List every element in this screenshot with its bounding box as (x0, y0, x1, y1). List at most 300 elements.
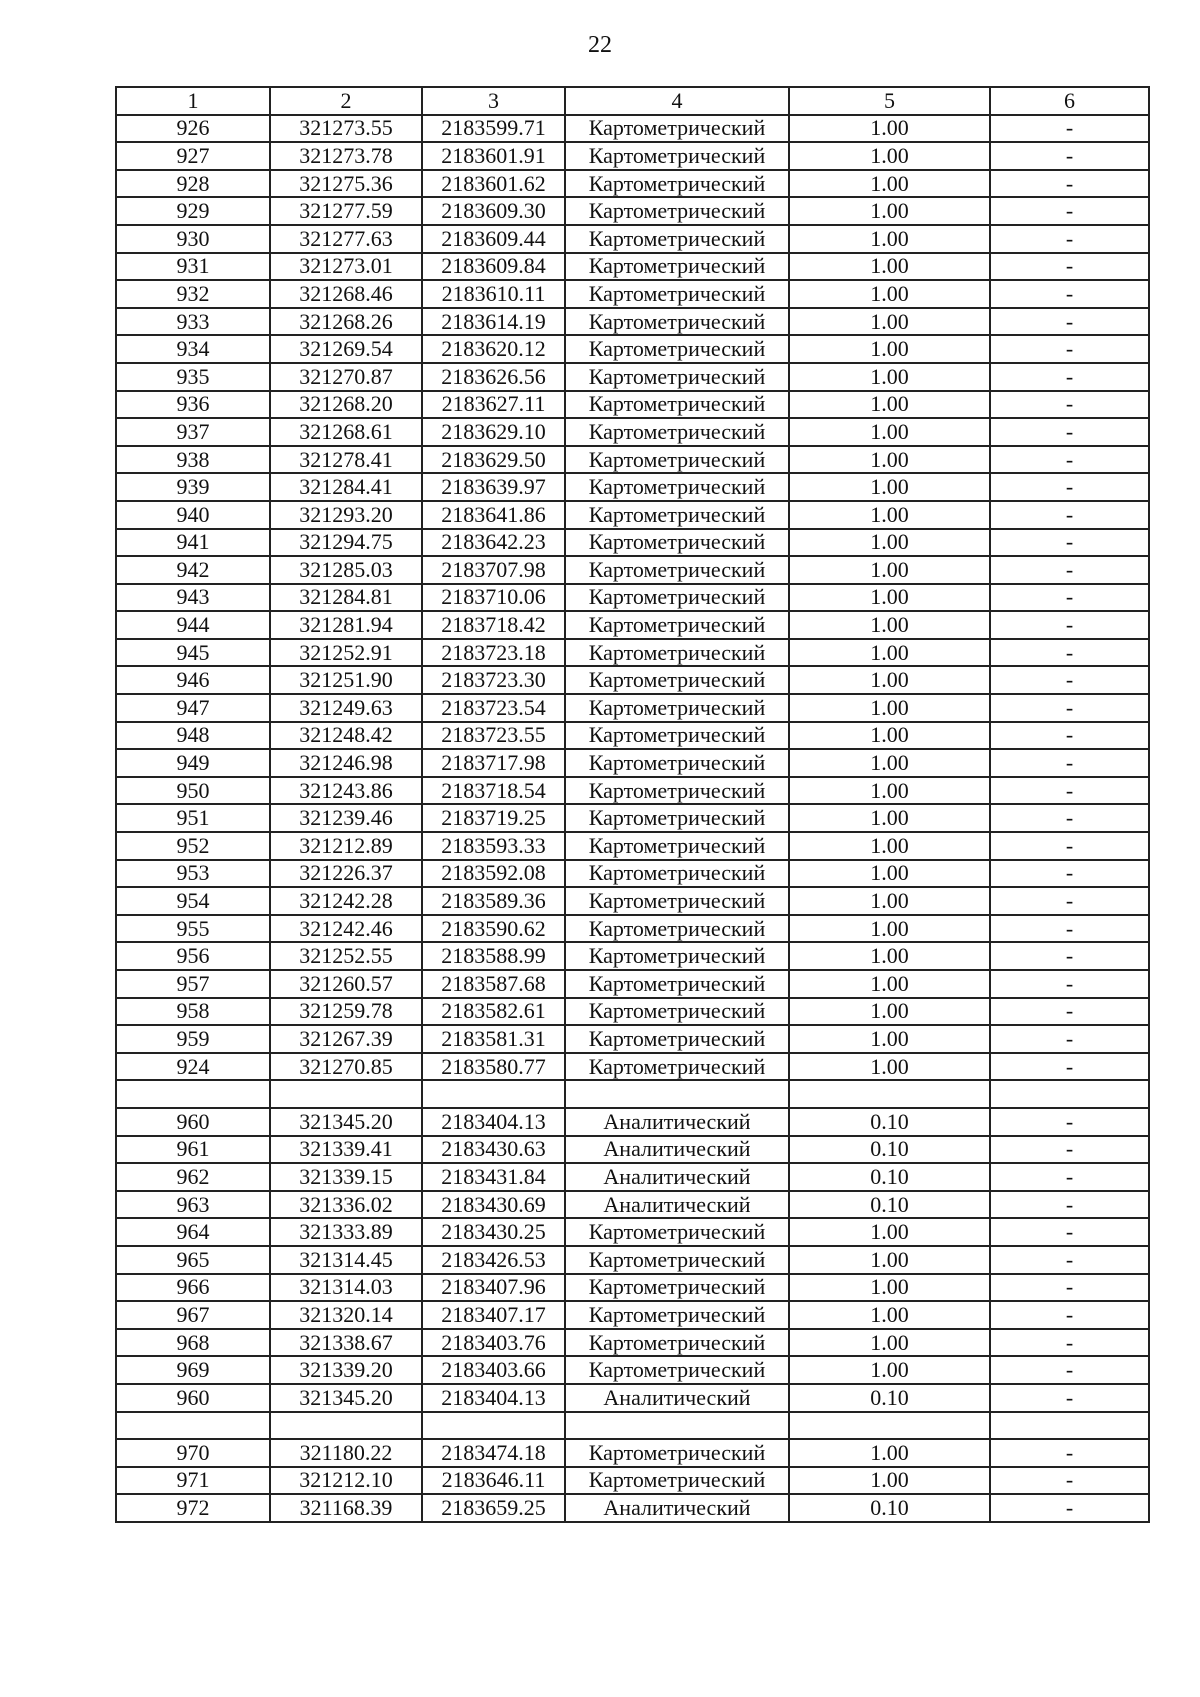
cell-y-coordinate: 2183601.91 (422, 142, 565, 170)
cell-point-number: 927 (116, 142, 270, 170)
cell-point-number: 949 (116, 749, 270, 777)
cell-method: Картометрический (565, 1467, 789, 1495)
cell-note: - (990, 1384, 1149, 1412)
cell-note: - (990, 749, 1149, 777)
cell-x-coordinate: 321268.61 (270, 418, 422, 446)
cell-y-coordinate: 2183639.97 (422, 473, 565, 501)
cell-accuracy: 1.00 (789, 832, 990, 860)
cell-x-coordinate: 321249.63 (270, 694, 422, 722)
cell-accuracy: 1.00 (789, 529, 990, 557)
table-row (116, 832, 1149, 860)
table-row (116, 253, 1149, 281)
table-row (116, 860, 1149, 888)
cell-method: Картометрический (565, 722, 789, 750)
cell-accuracy: 0.10 (789, 1108, 990, 1136)
cell-point-number: 955 (116, 915, 270, 943)
table-body (116, 115, 1149, 1522)
cell-note: - (990, 666, 1149, 694)
cell-x-coordinate (270, 1412, 422, 1440)
cell-y-coordinate: 2183723.54 (422, 694, 565, 722)
cell-y-coordinate: 2183403.66 (422, 1356, 565, 1384)
header-cell-1: 1 (116, 87, 270, 115)
cell-point-number: 928 (116, 170, 270, 198)
cell-point-number: 964 (116, 1218, 270, 1246)
cell-y-coordinate: 2183620.12 (422, 335, 565, 363)
cell-note: - (990, 280, 1149, 308)
cell-y-coordinate: 2183717.98 (422, 749, 565, 777)
cell-y-coordinate (422, 1412, 565, 1440)
cell-x-coordinate: 321284.81 (270, 584, 422, 612)
cell-point-number: 951 (116, 804, 270, 832)
table-row (116, 1274, 1149, 1302)
table-row (116, 1384, 1149, 1412)
cell-note: - (990, 611, 1149, 639)
cell-x-coordinate: 321339.41 (270, 1136, 422, 1164)
cell-method: Картометрический (565, 887, 789, 915)
cell-point-number: 936 (116, 391, 270, 419)
cell-note: - (990, 1053, 1149, 1081)
cell-x-coordinate: 321294.75 (270, 529, 422, 557)
cell-x-coordinate: 321242.28 (270, 887, 422, 915)
cell-note: - (990, 501, 1149, 529)
cell-method: Картометрический (565, 197, 789, 225)
cell-note: - (990, 1218, 1149, 1246)
cell-note: - (990, 1274, 1149, 1302)
cell-y-coordinate: 2183593.33 (422, 832, 565, 860)
table-row (116, 998, 1149, 1026)
cell-x-coordinate: 321180.22 (270, 1439, 422, 1467)
cell-point-number: 926 (116, 115, 270, 143)
cell-accuracy: 1.00 (789, 170, 990, 198)
cell-accuracy: 1.00 (789, 1467, 990, 1495)
cell-accuracy: 1.00 (789, 639, 990, 667)
cell-point-number: 933 (116, 308, 270, 336)
cell-y-coordinate (422, 1080, 565, 1108)
cell-note: - (990, 1136, 1149, 1164)
cell-method: Картометрический (565, 860, 789, 888)
cell-method: Картометрический (565, 915, 789, 943)
cell-point-number: 930 (116, 225, 270, 253)
table-row (116, 804, 1149, 832)
cell-point-number: 959 (116, 1025, 270, 1053)
table-row (116, 1301, 1149, 1329)
cell-y-coordinate: 2183426.53 (422, 1246, 565, 1274)
cell-point-number: 939 (116, 473, 270, 501)
cell-note: - (990, 1439, 1149, 1467)
cell-x-coordinate: 321273.78 (270, 142, 422, 170)
cell-x-coordinate: 321336.02 (270, 1191, 422, 1219)
cell-point-number: 954 (116, 887, 270, 915)
cell-note: - (990, 170, 1149, 198)
cell-note: - (990, 1329, 1149, 1357)
cell-method: Картометрический (565, 529, 789, 557)
cell-point-number: 941 (116, 529, 270, 557)
cell-method: Картометрический (565, 804, 789, 832)
cell-method: Картометрический (565, 942, 789, 970)
table-row (116, 1163, 1149, 1191)
cell-method: Картометрический (565, 225, 789, 253)
table-row (116, 1191, 1149, 1219)
cell-x-coordinate: 321269.54 (270, 335, 422, 363)
cell-accuracy: 1.00 (789, 363, 990, 391)
table-row (116, 1329, 1149, 1357)
cell-point-number: 953 (116, 860, 270, 888)
cell-x-coordinate: 321284.41 (270, 473, 422, 501)
cell-note: - (990, 1301, 1149, 1329)
cell-accuracy: 1.00 (789, 722, 990, 750)
cell-note: - (990, 777, 1149, 805)
cell-point-number: 970 (116, 1439, 270, 1467)
cell-y-coordinate: 2183609.44 (422, 225, 565, 253)
cell-method: Картометрический (565, 777, 789, 805)
cell-method: Картометрический (565, 584, 789, 612)
cell-method (565, 1412, 789, 1440)
cell-x-coordinate: 321273.01 (270, 253, 422, 281)
cell-note (990, 1412, 1149, 1440)
cell-point-number: 937 (116, 418, 270, 446)
table-row (116, 308, 1149, 336)
cell-point-number: 950 (116, 777, 270, 805)
cell-accuracy: 1.00 (789, 1218, 990, 1246)
cell-y-coordinate: 2183599.71 (422, 115, 565, 143)
cell-accuracy: 1.00 (789, 942, 990, 970)
cell-x-coordinate: 321273.55 (270, 115, 422, 143)
table-row (116, 1494, 1149, 1522)
cell-method: Картометрический (565, 473, 789, 501)
cell-accuracy: 0.10 (789, 1163, 990, 1191)
cell-note: - (990, 363, 1149, 391)
cell-method: Картометрический (565, 1274, 789, 1302)
cell-accuracy: 1.00 (789, 473, 990, 501)
cell-x-coordinate: 321212.89 (270, 832, 422, 860)
header-cell-5: 5 (789, 87, 990, 115)
cell-point-number: 961 (116, 1136, 270, 1164)
cell-y-coordinate: 2183659.25 (422, 1494, 565, 1522)
cell-accuracy: 1.00 (789, 804, 990, 832)
cell-y-coordinate: 2183710.06 (422, 584, 565, 612)
table-row (116, 584, 1149, 612)
cell-y-coordinate: 2183629.50 (422, 446, 565, 474)
table-row (116, 1246, 1149, 1274)
cell-x-coordinate: 321268.26 (270, 308, 422, 336)
cell-y-coordinate: 2183610.11 (422, 280, 565, 308)
cell-point-number: 931 (116, 253, 270, 281)
cell-method: Картометрический (565, 1356, 789, 1384)
cell-x-coordinate: 321314.03 (270, 1274, 422, 1302)
cell-note: - (990, 998, 1149, 1026)
cell-x-coordinate: 321314.45 (270, 1246, 422, 1274)
cell-x-coordinate: 321242.46 (270, 915, 422, 943)
cell-note: - (990, 1494, 1149, 1522)
cell-y-coordinate: 2183404.13 (422, 1384, 565, 1412)
header-cell-4: 4 (565, 87, 789, 115)
table-row (116, 142, 1149, 170)
cell-method: Картометрический (565, 556, 789, 584)
table-row (116, 666, 1149, 694)
cell-accuracy: 1.00 (789, 1301, 990, 1329)
table-row (116, 225, 1149, 253)
cell-x-coordinate: 321239.46 (270, 804, 422, 832)
cell-point-number: 967 (116, 1301, 270, 1329)
cell-point-number: 946 (116, 666, 270, 694)
cell-method: Картометрический (565, 170, 789, 198)
cell-accuracy: 1.00 (789, 501, 990, 529)
cell-y-coordinate: 2183404.13 (422, 1108, 565, 1136)
cell-y-coordinate: 2183614.19 (422, 308, 565, 336)
cell-method: Картометрический (565, 666, 789, 694)
cell-x-coordinate: 321252.55 (270, 942, 422, 970)
cell-method: Картометрический (565, 335, 789, 363)
cell-x-coordinate: 321345.20 (270, 1108, 422, 1136)
cell-y-coordinate: 2183601.62 (422, 170, 565, 198)
cell-point-number: 942 (116, 556, 270, 584)
cell-y-coordinate: 2183719.25 (422, 804, 565, 832)
cell-method: Картометрический (565, 253, 789, 281)
cell-method: Картометрический (565, 1246, 789, 1274)
cell-point-number: 940 (116, 501, 270, 529)
table-row (116, 335, 1149, 363)
table-row (116, 970, 1149, 998)
cell-y-coordinate: 2183431.84 (422, 1163, 565, 1191)
cell-point-number: 963 (116, 1191, 270, 1219)
table-row (116, 611, 1149, 639)
cell-accuracy: 1.00 (789, 887, 990, 915)
cell-y-coordinate: 2183403.76 (422, 1329, 565, 1357)
cell-accuracy: 1.00 (789, 391, 990, 419)
cell-method: Картометрический (565, 418, 789, 446)
cell-note: - (990, 391, 1149, 419)
table-row (116, 639, 1149, 667)
cell-method: Картометрический (565, 749, 789, 777)
cell-note: - (990, 1108, 1149, 1136)
cell-method: Картометрический (565, 1218, 789, 1246)
cell-point-number: 968 (116, 1329, 270, 1357)
cell-y-coordinate: 2183582.61 (422, 998, 565, 1026)
cell-x-coordinate: 321168.39 (270, 1494, 422, 1522)
cell-note: - (990, 446, 1149, 474)
cell-x-coordinate: 321248.42 (270, 722, 422, 750)
cell-accuracy: 1.00 (789, 197, 990, 225)
table-row (116, 777, 1149, 805)
cell-x-coordinate: 321345.20 (270, 1384, 422, 1412)
cell-note: - (990, 694, 1149, 722)
cell-accuracy: 1.00 (789, 998, 990, 1026)
cell-x-coordinate: 321251.90 (270, 666, 422, 694)
table-row (116, 197, 1149, 225)
cell-note: - (990, 722, 1149, 750)
page-number: 22 (588, 32, 612, 58)
cell-y-coordinate: 2183609.84 (422, 253, 565, 281)
cell-x-coordinate: 321270.85 (270, 1053, 422, 1081)
cell-accuracy: 1.00 (789, 225, 990, 253)
cell-accuracy: 1.00 (789, 418, 990, 446)
cell-point-number: 969 (116, 1356, 270, 1384)
cell-y-coordinate: 2183430.69 (422, 1191, 565, 1219)
table-row (116, 556, 1149, 584)
cell-accuracy: 1.00 (789, 777, 990, 805)
cell-x-coordinate: 321339.20 (270, 1356, 422, 1384)
cell-accuracy: 1.00 (789, 446, 990, 474)
cell-method: Картометрический (565, 501, 789, 529)
cell-method: Картометрический (565, 363, 789, 391)
cell-accuracy: 0.10 (789, 1136, 990, 1164)
cell-note: - (990, 529, 1149, 557)
cell-method: Картометрический (565, 639, 789, 667)
table-row (116, 1080, 1149, 1108)
cell-accuracy: 1.00 (789, 253, 990, 281)
cell-point-number: 929 (116, 197, 270, 225)
cell-point-number: 965 (116, 1246, 270, 1274)
cell-method: Картометрический (565, 611, 789, 639)
cell-x-coordinate: 321277.63 (270, 225, 422, 253)
cell-method: Картометрический (565, 142, 789, 170)
cell-y-coordinate: 2183629.10 (422, 418, 565, 446)
cell-x-coordinate: 321281.94 (270, 611, 422, 639)
cell-point-number: 962 (116, 1163, 270, 1191)
cell-note: - (990, 639, 1149, 667)
cell-note: - (990, 860, 1149, 888)
cell-method: Картометрический (565, 970, 789, 998)
cell-point-number (116, 1412, 270, 1440)
cell-point-number: 952 (116, 832, 270, 860)
cell-method: Картометрический (565, 832, 789, 860)
cell-y-coordinate: 2183718.54 (422, 777, 565, 805)
cell-x-coordinate: 321259.78 (270, 998, 422, 1026)
cell-y-coordinate: 2183587.68 (422, 970, 565, 998)
cell-accuracy: 1.00 (789, 142, 990, 170)
table-header (116, 87, 1149, 115)
cell-note: - (990, 556, 1149, 584)
cell-accuracy: 1.00 (789, 556, 990, 584)
cell-point-number: 932 (116, 280, 270, 308)
table-row (116, 446, 1149, 474)
cell-y-coordinate: 2183581.31 (422, 1025, 565, 1053)
cell-x-coordinate: 321270.87 (270, 363, 422, 391)
cell-note: - (990, 1356, 1149, 1384)
cell-accuracy (789, 1412, 990, 1440)
cell-method: Картометрический (565, 446, 789, 474)
cell-y-coordinate: 2183430.63 (422, 1136, 565, 1164)
cell-method: Картометрический (565, 1025, 789, 1053)
cell-x-coordinate: 321252.91 (270, 639, 422, 667)
cell-method: Аналитический (565, 1384, 789, 1412)
table-row (116, 694, 1149, 722)
cell-y-coordinate: 2183723.18 (422, 639, 565, 667)
cell-point-number: 960 (116, 1108, 270, 1136)
table-row (116, 1439, 1149, 1467)
cell-y-coordinate: 2183430.25 (422, 1218, 565, 1246)
cell-accuracy: 1.00 (789, 584, 990, 612)
cell-accuracy: 0.10 (789, 1384, 990, 1412)
cell-accuracy: 1.00 (789, 335, 990, 363)
table-row (116, 529, 1149, 557)
cell-note: - (990, 1025, 1149, 1053)
cell-accuracy: 1.00 (789, 915, 990, 943)
table-row (116, 887, 1149, 915)
cell-point-number (116, 1080, 270, 1108)
header-row (116, 87, 1149, 115)
cell-note: - (990, 418, 1149, 446)
cell-accuracy: 1.00 (789, 860, 990, 888)
cell-accuracy: 1.00 (789, 749, 990, 777)
cell-x-coordinate: 321320.14 (270, 1301, 422, 1329)
table-row (116, 280, 1149, 308)
table-row (116, 1136, 1149, 1164)
cell-x-coordinate: 321212.10 (270, 1467, 422, 1495)
table-row (116, 749, 1149, 777)
cell-x-coordinate: 321333.89 (270, 1218, 422, 1246)
cell-accuracy: 1.00 (789, 280, 990, 308)
table-row (116, 391, 1149, 419)
cell-note: - (990, 308, 1149, 336)
cell-method: Аналитический (565, 1494, 789, 1522)
table-row (116, 501, 1149, 529)
cell-x-coordinate: 321338.67 (270, 1329, 422, 1357)
cell-accuracy: 1.00 (789, 1329, 990, 1357)
cell-note: - (990, 887, 1149, 915)
table-row (116, 942, 1149, 970)
cell-method: Картометрический (565, 998, 789, 1026)
cell-note: - (990, 832, 1149, 860)
cell-accuracy: 1.00 (789, 1053, 990, 1081)
table-row (116, 722, 1149, 750)
cell-accuracy: 1.00 (789, 694, 990, 722)
table-row (116, 1108, 1149, 1136)
cell-note: - (990, 473, 1149, 501)
cell-point-number: 947 (116, 694, 270, 722)
cell-method: Картометрический (565, 1439, 789, 1467)
cell-point-number: 971 (116, 1467, 270, 1495)
cell-x-coordinate: 321277.59 (270, 197, 422, 225)
cell-x-coordinate: 321267.39 (270, 1025, 422, 1053)
cell-note: - (990, 253, 1149, 281)
cell-y-coordinate: 2183627.11 (422, 391, 565, 419)
cell-point-number: 960 (116, 1384, 270, 1412)
cell-y-coordinate: 2183590.62 (422, 915, 565, 943)
table-row (116, 473, 1149, 501)
table-row (116, 1467, 1149, 1495)
cell-point-number: 924 (116, 1053, 270, 1081)
header-cell-6: 6 (990, 87, 1149, 115)
cell-y-coordinate: 2183642.23 (422, 529, 565, 557)
cell-y-coordinate: 2183589.36 (422, 887, 565, 915)
cell-accuracy: 0.10 (789, 1494, 990, 1522)
cell-accuracy: 1.00 (789, 611, 990, 639)
cell-method: Картометрический (565, 115, 789, 143)
cell-point-number: 944 (116, 611, 270, 639)
cell-note: - (990, 804, 1149, 832)
cell-y-coordinate: 2183592.08 (422, 860, 565, 888)
cell-accuracy: 1.00 (789, 1356, 990, 1384)
cell-note: - (990, 1467, 1149, 1495)
cell-note: - (990, 915, 1149, 943)
cell-note: - (990, 142, 1149, 170)
table-row (116, 115, 1149, 143)
cell-x-coordinate: 321275.36 (270, 170, 422, 198)
cell-note (990, 1080, 1149, 1108)
cell-accuracy: 1.00 (789, 1246, 990, 1274)
cell-x-coordinate: 321226.37 (270, 860, 422, 888)
cell-y-coordinate: 2183407.17 (422, 1301, 565, 1329)
cell-accuracy: 0.10 (789, 1191, 990, 1219)
table-row (116, 1025, 1149, 1053)
cell-x-coordinate: 321268.46 (270, 280, 422, 308)
cell-point-number: 935 (116, 363, 270, 391)
table-row (116, 1218, 1149, 1246)
table-row (116, 418, 1149, 446)
cell-y-coordinate: 2183723.55 (422, 722, 565, 750)
cell-accuracy: 1.00 (789, 1274, 990, 1302)
